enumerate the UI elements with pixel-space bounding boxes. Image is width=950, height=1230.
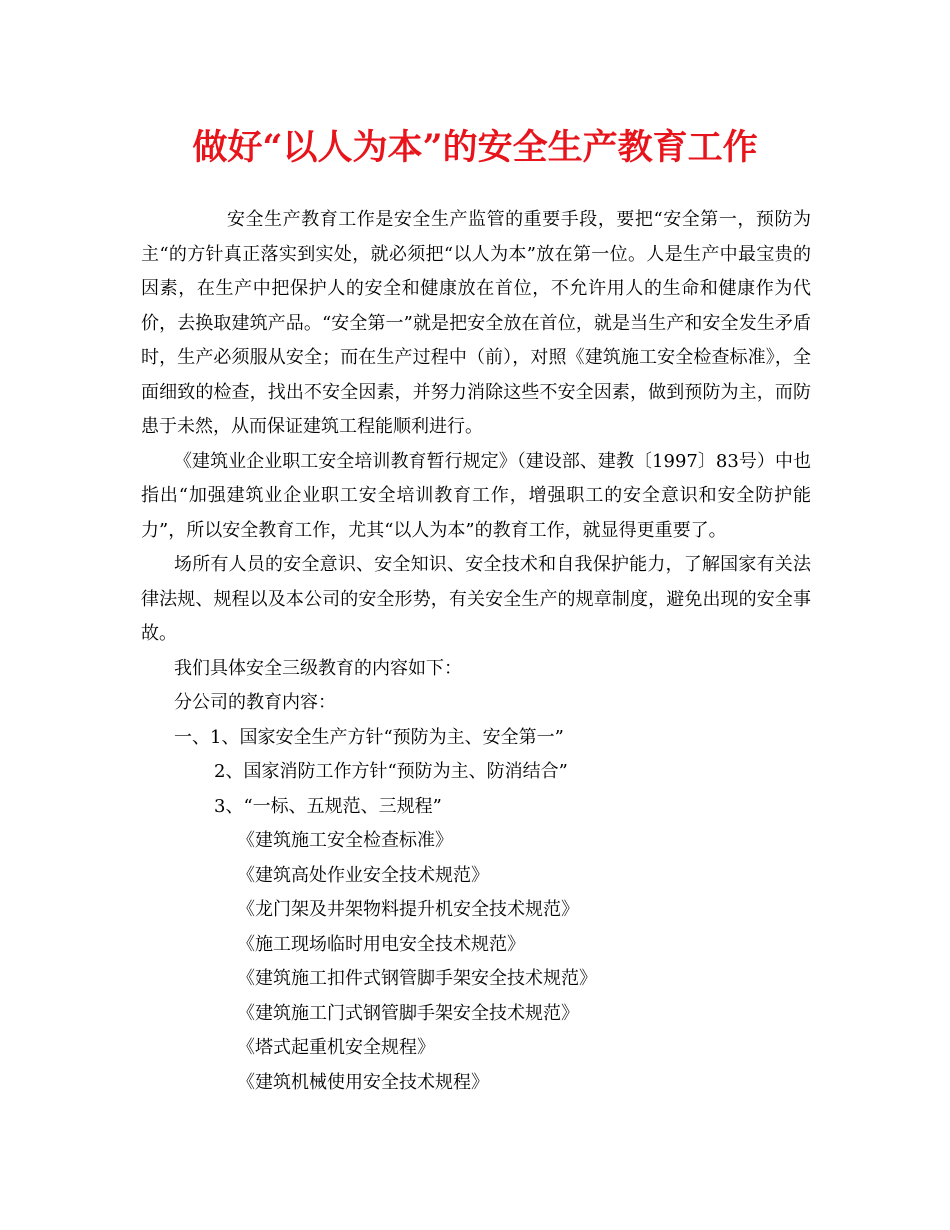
standard-item: 《塔式起重机安全规程》 xyxy=(237,1037,435,1058)
list-item: 3、“一标、五规范、三规程” xyxy=(214,795,442,817)
paragraph-safety-first: 安全生产教育工作是安全生产监管的重要手段，要把“安全第一，预防为主“的方针真正落实到实处，就必须把“以人为本”放在第一位。人是生产中最宝贵的因素，在生产中把保护人的安全和健康放在首位，不允许用人的生命和健康作为代价，去换取建筑产品。“安全第一”就是把安全放在首位，就是当生产和安全发生矛盾时，生产必须服从安全；而在生产过程中（前），对照《建筑施工安全检查标准》，全面细致的检查，找出不安全因素，并努力消除这些不安全因素，做到预防为主，而防患于未然，从而保证建筑工程能顺利进行。 xyxy=(141,209,811,437)
list-item: 2、国家消防工作方针“预防为主、防消结合” xyxy=(214,761,568,782)
standard-item: 《建筑机械使用安全技术规程》 xyxy=(237,1071,489,1093)
document-body xyxy=(141,203,811,1100)
document-title: 做好“以人为本”的安全生产教育工作 xyxy=(192,127,758,168)
standard-item: 《建筑施工安全检查标准》 xyxy=(237,830,453,851)
standard-item: 《建筑施工扣件式钢管脚手架安全技术规范》 xyxy=(237,968,597,989)
paragraph-regulation: 《建筑业企业职工安全培训教育暂行规定》（建设部、建教〔1997〕83号）中也指出“加强建筑业企业职工安全培训教育工作，增强职工的安全意识和安全防护能力”，所以安全教育工作，尤其“以人为本”的教育工作，就显得更重要了。 xyxy=(141,450,811,541)
standard-item: 《建筑高处作业安全技术规范》 xyxy=(237,864,489,886)
paragraph-awareness: 场所有人员的安全意识、安全知识、安全技术和自我保护能力，了解国家有关法律法规、规程以及本公司的安全形势，有关安全生产的规章制度，避免出现的安全事故。 xyxy=(141,554,811,644)
standard-item: 《建筑施工门式钢管脚手架安全技术规范》 xyxy=(237,1002,579,1024)
section-heading: 分公司的教育内容： xyxy=(174,692,336,713)
standard-item: 《龙门架及井架物料提升机安全技术规范》 xyxy=(237,899,579,920)
list-item: 一、1、国家安全生产方针“预防为主、安全第一” xyxy=(174,726,564,748)
intro-line: 我们具体安全三级教育的内容如下： xyxy=(174,657,462,679)
standard-item: 《施工现场临时用电安全技术规范》 xyxy=(237,933,525,955)
